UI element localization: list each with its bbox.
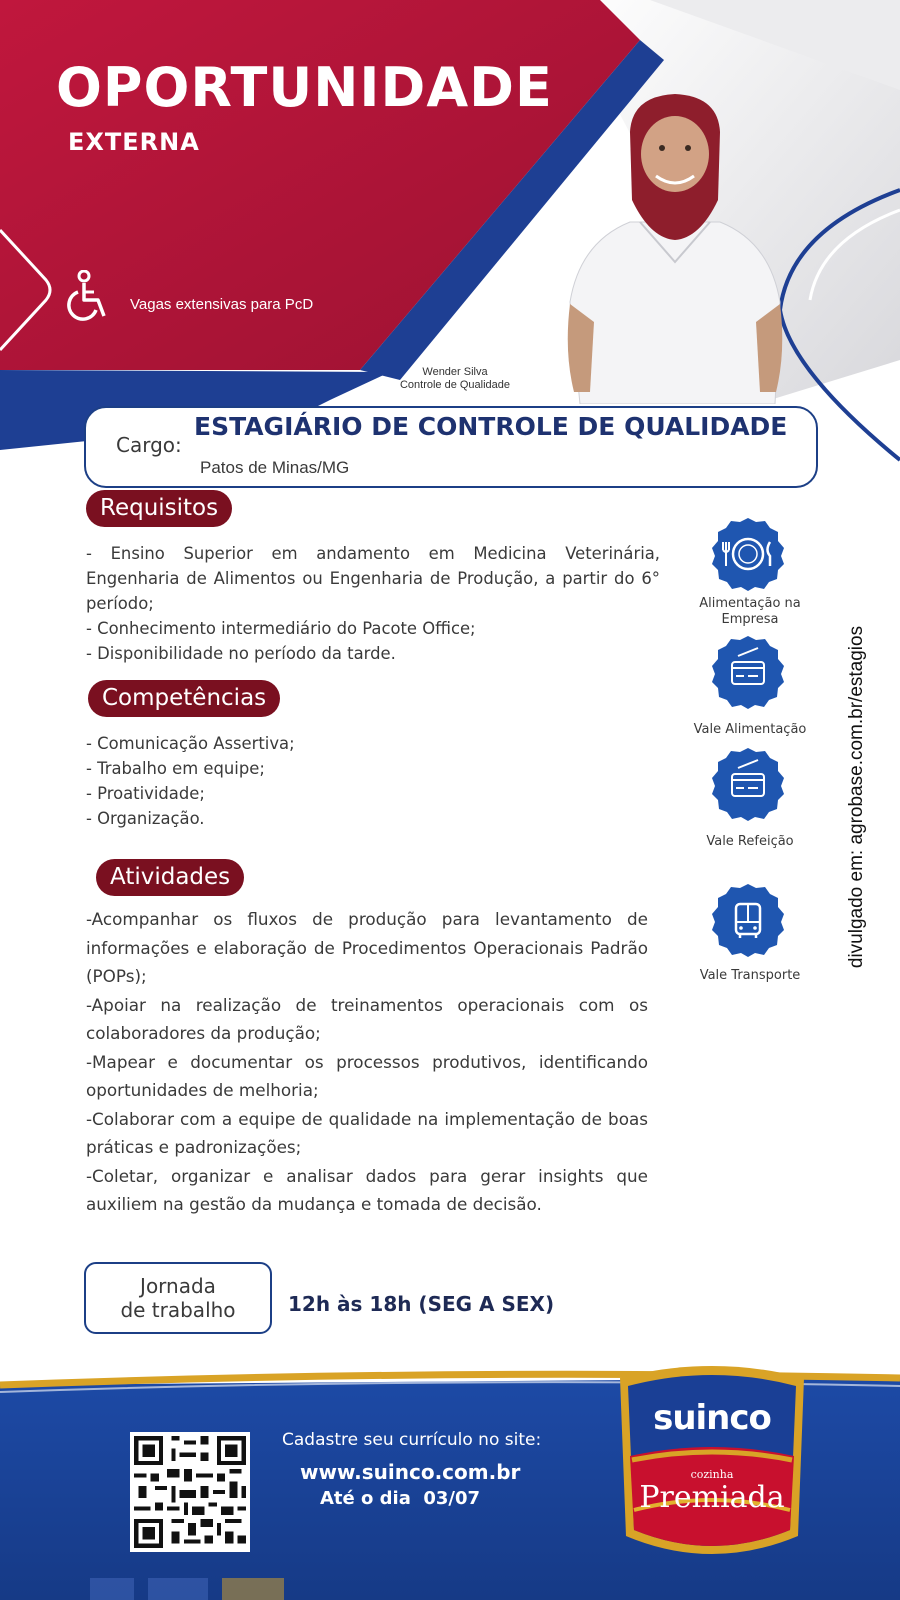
benefit-label-alimentacao-empresa: Alimentação na Empresa xyxy=(699,596,801,627)
list-item: - Comunicação Assertiva; xyxy=(86,734,295,753)
wheelchair-icon xyxy=(62,270,112,322)
benefit-label-vale-alimentacao: Vale Alimentação xyxy=(693,722,807,737)
cargo-title: ESTAGIÁRIO DE CONTROLE DE QUALIDADE xyxy=(194,412,788,441)
benefit-label-vale-transporte: Vale Transporte xyxy=(699,968,801,983)
meal-card-icon xyxy=(710,634,786,710)
requisitos-heading: Requisitos xyxy=(86,490,232,527)
pcd-text: Vagas extensivas para PcD xyxy=(130,296,314,313)
cargo-label: Cargo: xyxy=(116,433,182,457)
cta-deadline: Até o dia 03/07 xyxy=(320,1488,481,1509)
list-item: - Disponibilidade no período da tarde. xyxy=(86,644,396,663)
list-item: - Ensino Superior em andamento em Medicina Veterinária, Engenharia de Alimentos ou Engenharia de Produção, a partir do 6° período; xyxy=(86,544,660,613)
list-item: - Trabalho em equipe; xyxy=(86,759,265,778)
bus-icon xyxy=(710,882,786,958)
list-item: -Acompanhar os fluxos de produção para levantamento de informações e elaboração de Procedimentos Operacionais Padrão (POPs); xyxy=(86,909,648,986)
atividades-heading: Atividades xyxy=(96,859,244,896)
suinco-logo xyxy=(612,1360,812,1568)
competencias-list xyxy=(86,731,586,831)
cargo-location: Patos de Minas/MG xyxy=(200,458,350,477)
meal-card-icon xyxy=(710,746,786,822)
logo-small: cozinha xyxy=(690,1468,734,1481)
atividades-list xyxy=(86,905,648,1219)
list-item: - Conhecimento intermediário do Pacote Office; xyxy=(86,619,476,638)
qr-code[interactable] xyxy=(130,1432,250,1552)
logo-big: Premiada xyxy=(639,1480,785,1515)
employee-role: Controle de Qualidade xyxy=(399,379,511,391)
competencias-heading: Competências xyxy=(88,680,280,717)
list-item: -Mapear e documentar os processos produtivos, identificando oportunidades de melhoria; xyxy=(86,1051,648,1100)
watermark-text: divulgado em: agrobase.com.br/estagios xyxy=(846,625,867,969)
list-item: -Apoiar na realização de treinamentos operacionais com os colaboradores da produção; xyxy=(86,994,648,1043)
logo-brand: suinco xyxy=(653,1398,771,1438)
employee-caption xyxy=(370,366,540,392)
list-item: - Organização. xyxy=(86,809,205,828)
jornada-line2: de trabalho xyxy=(120,1298,236,1322)
page-title: OPORTUNIDADE xyxy=(56,56,553,119)
requisitos-list xyxy=(86,541,660,666)
list-item: -Colaborar com a equipe de qualidade na implementação de boas práticas e padronizações; xyxy=(86,1108,648,1157)
list-item: - Proatividade; xyxy=(86,784,205,803)
employee-photo xyxy=(560,92,790,404)
jornada-box xyxy=(84,1262,272,1334)
plate-cutlery-icon xyxy=(710,516,786,592)
cta-text: Cadastre seu currículo no site: xyxy=(282,1430,542,1450)
cta-website-link[interactable]: www.suinco.com.br xyxy=(300,1460,521,1484)
list-item: -Coletar, organizar e analisar dados para gerar insights que auxiliem na gestão da mudança e tomada de decisão. xyxy=(86,1165,648,1214)
employee-name: Wender Silva xyxy=(422,366,488,378)
jornada-line1: Jornada xyxy=(140,1274,216,1298)
benefit-label-vale-refeicao: Vale Refeição xyxy=(706,834,794,849)
page-subtitle: EXTERNA xyxy=(68,128,200,156)
jornada-hours: 12h às 18h (SEG A SEX) xyxy=(288,1292,555,1316)
